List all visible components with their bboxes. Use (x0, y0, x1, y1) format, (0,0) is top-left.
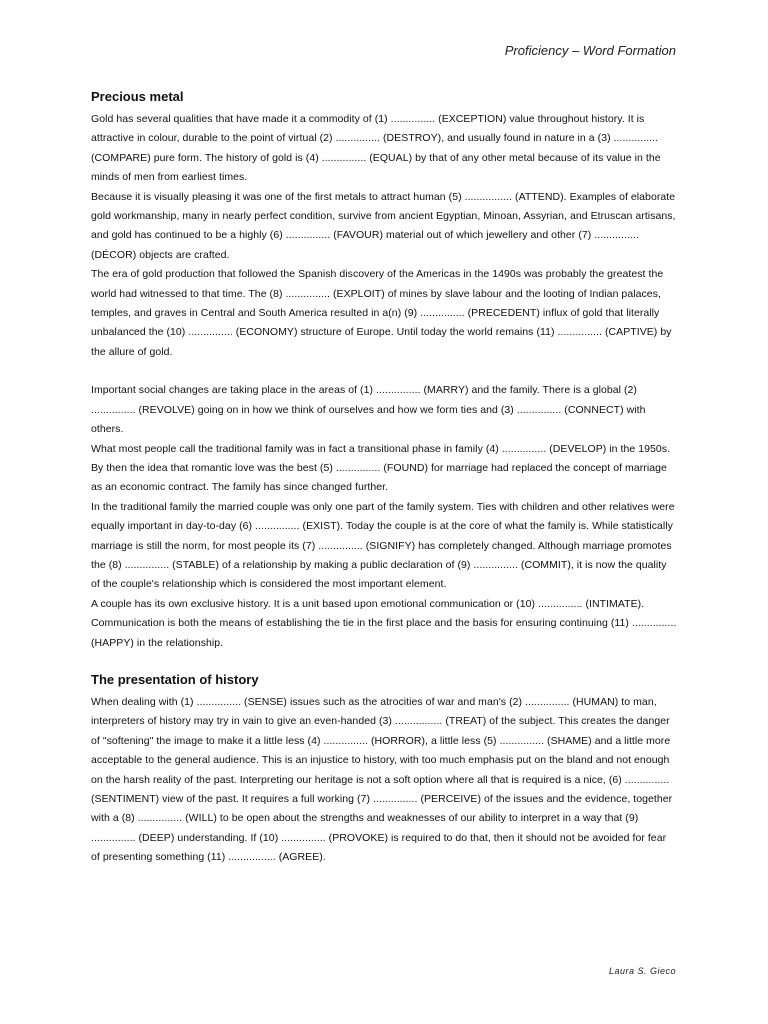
paragraph: Because it is visually pleasing it was one of the first metals to attract human (5) ................ (ATTEND). Examples of elaborate gold workmanship, many in nearly perfect condition, survive from ancient Egyptian, Minoan, Assyrian, and Etruscan artisans, and gold has continued to be a highly (6) ............... (FAVOUR) material out of which jewellery and other (7) ............... (DÉCOR) objects are crafted. (91, 190, 676, 261)
section-precious-metal (91, 88, 677, 362)
paragraph: Gold has several qualities that have made it a commodity of (1) ............... (EXCEPTION) value throughout history. It is attractive in colour, durable to the point of virtual (2) ............... (DESTROY), and usually found in nature in a (3) ............... (COMPARE) pure form. The history of gold is (4) ............... (EQUAL) by that of any other metal because of its value in the minds of men from earliest times. (91, 113, 661, 184)
page-header-title: Proficiency – Word Formation (504, 43, 676, 58)
paragraph: A couple has its own exclusive history. It is a unit based upon emotional communication or (10) ............... (INTIMATE). Communication is both the means of establishing the tie in the first place and the basis for ensuring continuing (11) ............... (HAPPY) in the relationship. (91, 597, 677, 649)
section-social-changes (91, 381, 677, 653)
section-title: The presentation of history (91, 671, 259, 687)
page-footer-author: Laura S. Gieco (608, 966, 676, 976)
paragraph: The era of gold production that followed the Spanish discovery of the Americas in the 1490s was probably the greatest the world had witnessed to that time. The (8) ............... (EXPLOIT) of mines by slave labour and the looting of Indian palaces, temples, and graves in Central and South America resulted in a(n) (9) ............... (PRECEDENT) influx of gold that literally unbalanced the (10) ............... (ECONOMY) structure of Europe. Until today the world remains (11) ............... (CAPTIVE) by the allure of gold. (91, 268, 672, 358)
document-content (91, 88, 677, 868)
section-presentation-of-history (91, 671, 677, 868)
paragraph: In the traditional family the married couple was only one part of the family system. Ties with children and other relatives were equally important in day-to-day (6) ............... (EXIST). Today the couple is at the core of what the family is. While statistically marriage is still the norm, for most people its (7) ............... (SIGNIFY) has completely changed. Although marriage promotes the (8) ............... (STABLE) of a relationship by making a public declaration of (9) ............... (COMMIT), it is now the quality of the couple's relationship which is considered the most important element. (91, 500, 675, 591)
section-spacer (91, 362, 677, 381)
paragraph: When dealing with (1) ............... (SENSE) issues such as the atrocities of war and man's (2) ............... (HUMAN) to man, interpreters of history may try in vain to give an even-handed (3) ................ (TREAT) of the subject. This creates the danger of "softening" the image to make it a little less (4) ............... (HORROR), a little less (5) ............... (SHAME) and a little more acceptable to the general audience. This is an injustice to history, with too much emphasis put on the bland and not enough on the harsh reality of the past. Interpreting our heritage is not a soft option where all that is required is a nice, (6) ............... (SENTIMENT) view of the past. It requires a full working (7) ............... (PERCEIVE) of the issues and the evidence, together with a (8) ............... (WILL) to be open about the strengths and weaknesses of our ability to interpret in a way that (9) ............... (DEEP) understanding. If (10) ............... (PROVOKE) is required to do that, then it should not be avoided for fear of presenting something (11) ................ (AGREE). (91, 695, 673, 864)
section-spacer (91, 653, 677, 671)
paragraph: Important social changes are taking place in the areas of (1) ............... (MARRY) and the family. There is a global (2) ............... (REVOLVE) going on in how we think of ourselves and how we form ties and (3) ............... (CONNECT) with others. (91, 384, 646, 436)
section-title: Precious metal (91, 89, 184, 104)
paragraph: What most people call the traditional family was in fact a transitional phase in family (4) ............... (DEVELOP) in the 1950s. By then the idea that romantic love was the best (5) ............... (FOUND) for marriage had replaced the concept of marriage as an economic contract. The family has since changed further. (91, 442, 671, 494)
